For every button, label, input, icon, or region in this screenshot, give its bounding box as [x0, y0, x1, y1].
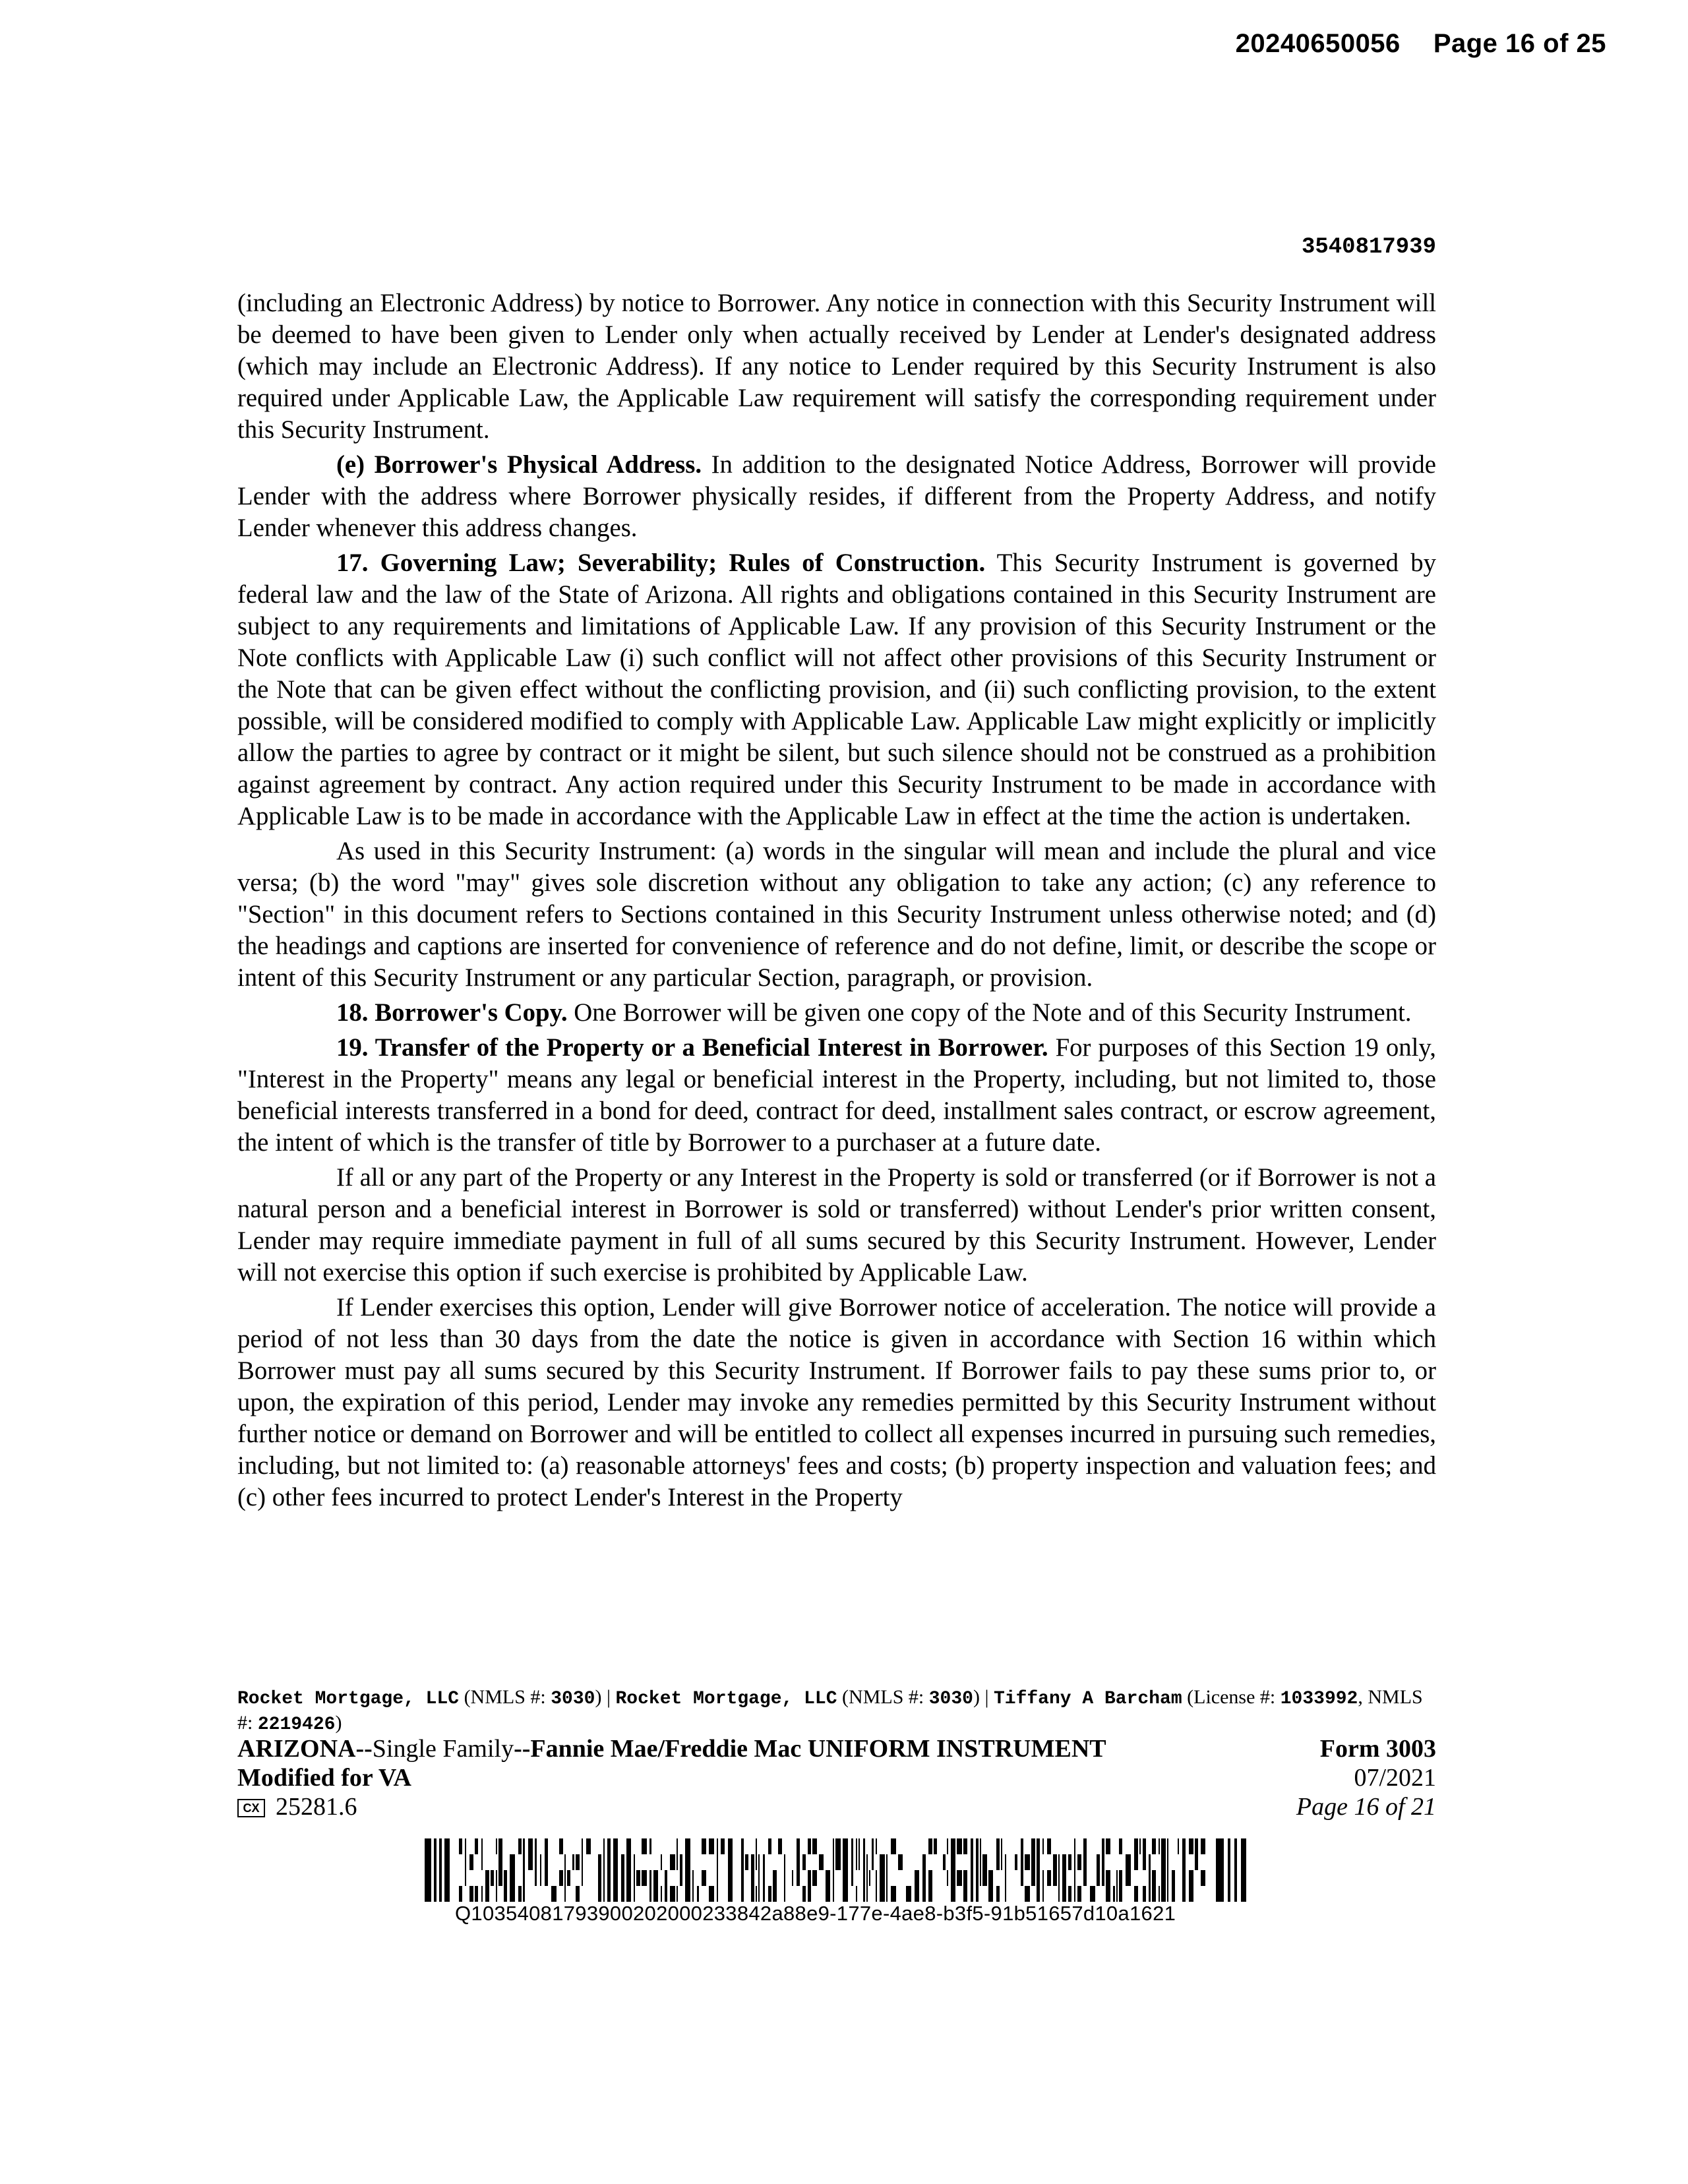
barcode-icon: [425, 1838, 1250, 1902]
form-date: 07/2021: [1354, 1764, 1436, 1792]
form-modified: Modified for VA: [237, 1764, 411, 1792]
recording-header: [1236, 29, 1606, 59]
document-body: [237, 288, 1436, 1517]
paragraph-construction: As used in this Security Instrument: (a) words in the singular will mean and include the plural and vice versa; (b) the word "may" gives sole discretion without any obligation to take any action; (c) any reference to "Section" in this document refers to Sections contained in this Security Instrument unless otherwise noted; and (d) the headings and captions are inserted for convenience of reference and do not define, limit, or describe the scope or intent of this Security Instrument or any particular Section, paragraph, or provision.: [237, 837, 1436, 992]
section-heading: 19. Transfer of the Property or a Beneficial Interest in Borrower.: [336, 1033, 1048, 1062]
paragraph-transfer: 19. Transfer of the Property or a Beneficial Interest in Borrower. For purposes of this Section 19 only, "Interest in the Property" means any legal or beneficial interest in the Property, including, but not limited to, those beneficial interests transferred in a bond for deed, contract for deed, installment sales contract, or escrow agreement, the intent of which is the transfer of title by Borrower to a purchaser at a future date.: [237, 1033, 1436, 1157]
paragraph-physical-address: (e) Borrower's Physical Address. In addition to the designated Notice Address, Borrower will provide Lender with the address where Borrower physically resides, if different from the Property Address, and notify Lender whenever this address changes.: [237, 450, 1436, 542]
recording-number: 20240650056: [1235, 29, 1401, 58]
lender-license-line: Rocket Mortgage, LLC (NMLS #: 3030) | Rocket Mortgage, LLC (NMLS #: 3030) | Tiffany A Barcham (License #: 1033992, NMLS #: 2219426): [237, 1686, 1423, 1735]
paragraph-borrowers-copy: 18. Borrower's Copy. One Borrower will be given one copy of the Note and of this Security Instrument.: [336, 998, 1412, 1027]
form-page-number: Page 16 of 21: [1296, 1793, 1436, 1821]
loan-number: 3540817939: [1301, 235, 1436, 260]
form-code: 25281.6: [276, 1793, 357, 1821]
section-heading: 18. Borrower's Copy.: [336, 998, 568, 1027]
cx-logo-icon: CX: [237, 1799, 265, 1817]
recording-page: Page 16 of 25: [1433, 29, 1606, 58]
section-heading: (e) Borrower's Physical Address.: [336, 450, 702, 479]
section-heading: 17. Governing Law; Severability; Rules of Construction.: [336, 549, 986, 577]
paragraph-transfer-consent: If all or any part of the Property or any Interest in the Property is sold or transferred (or if Borrower is not a natural person and a beneficial interest in Borrower is sold or transferred) without Lender's prior written consent, Lender may require immediate payment in full of all sums secured by this Security Instrument. However, Lender will not exercise this option if such exercise is prohibited by Applicable Law.: [237, 1163, 1436, 1287]
form-number: Form 3003: [1319, 1735, 1436, 1763]
paragraph-governing-law: 17. Governing Law; Severability; Rules of Construction. This Security Instrument is governed by federal law and the law of the State of Arizona. All rights and obligations contained in this Security Instrument are subject to any requirements and limitations of Applicable Law. If any provision of this Security Instrument or the Note conflicts with Applicable Law (i) such conflict will not affect other provisions of this Security Instrument or the Note that can be given effect without the conflicting provision, and (ii) such conflicting provision, to the extent possible, will be considered modified to comply with Applicable Law. Applicable Law might explicitly or implicitly allow the parties to agree by contract or it might be silent, but such silence should not be construed as a prohibition against agreement by contract. Any action required under this Security Instrument to be made in accordance with Applicable Law is to be made in accordance with the Applicable Law in effect at the time the action is undertaken.: [237, 549, 1436, 830]
paragraph-acceleration: If Lender exercises this option, Lender will give Borrower notice of acceleration. The notice will provide a period of not less than 30 days from the date the notice is given in accordance with Section 16 within which Borrower must pay all sums secured by this Security Instrument. If Borrower fails to pay these sums prior to, or upon, the expiration of this period, Lender may invoke any remedies permitted by this Security Instrument without further notice or demand on Borrower and will be entitled to collect all expenses incurred in pursuing such remedies, including, but not limited to: (a) reasonable attorneys' fees and costs; (b) property inspection and valuation fees; and (c) other fees incurred to protect Lender's Interest in the Property: [237, 1293, 1436, 1511]
barcode-text: Q10354081793900202000233842a88e9-177e-4ae8-b3f5-91b51657d10a1621: [455, 1902, 1176, 1925]
paragraph-notice-continued: (including an Electronic Address) by notice to Borrower. Any notice in connection with this Security Instrument will be deemed to have been given to Lender only when actually received by Lender at Lender's designated address (which may include an Electronic Address). If any notice to Lender required by this Security Instrument is also required under Applicable Law, the Applicable Law requirement will satisfy the corresponding requirement under this Security Instrument.: [237, 289, 1436, 444]
